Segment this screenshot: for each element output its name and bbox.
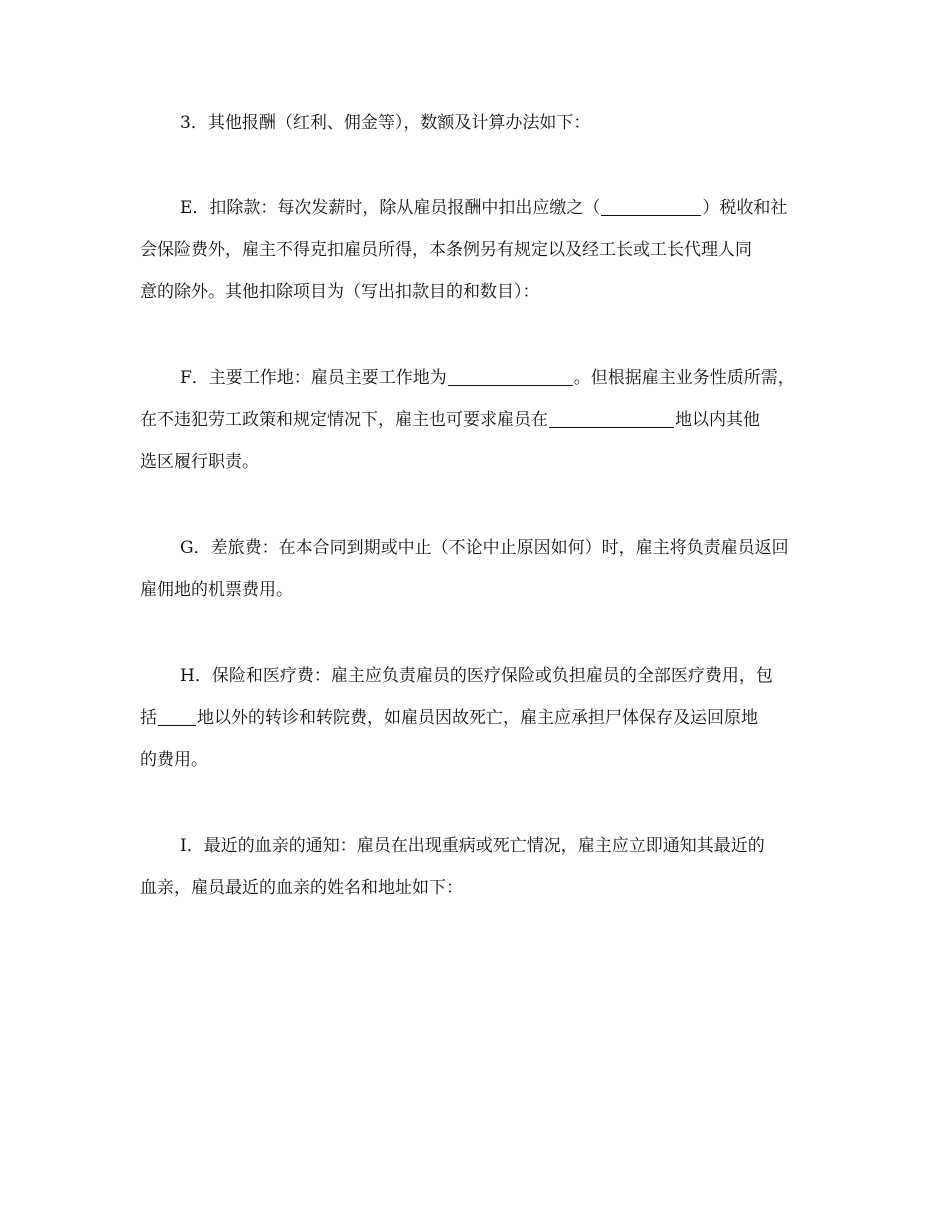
clause-g-line-2: 雇佣地的机票费用。 <box>140 580 293 600</box>
clause-g-travel-expenses <box>140 527 820 611</box>
clause-f-line-1-end: 。但根据雇主业务性质所需， <box>573 368 795 388</box>
clause-h-line-2 <box>140 697 820 739</box>
clause-f-line-1 <box>140 357 820 399</box>
clause-e-line-1 <box>140 187 820 229</box>
tax-blank-field <box>601 195 701 216</box>
clause-3-other-remuneration <box>140 102 820 144</box>
clause-h-insurance-medical <box>140 655 820 781</box>
clause-h-line-3: 的费用。 <box>140 750 208 770</box>
clause-i-line-2: 血亲，雇员最近的血亲的姓名和地址如下： <box>140 878 463 898</box>
clause-f-line-2-end: 地以内其他 <box>675 410 760 430</box>
clause-f-line-1-start: F．主要工作地：雇员主要工作地为 <box>180 368 447 388</box>
clause-e-line-2: 会保险费外，雇主不得克扣雇员所得，本条例另有规定以及经工长或工长代理人同 <box>140 240 752 260</box>
clause-g-line-1: G．差旅费：在本合同到期或中止（不论中止原因如何）时，雇主将负责雇员返回 <box>180 538 789 558</box>
clause-f-line-2 <box>140 399 820 441</box>
clause-i-line-1: I．最近的血亲的通知：雇员在出现重病或死亡情况，雇主应立即通知其最近的 <box>180 836 765 856</box>
clause-3-line-1: 3．其他报酬（红利、佣金等），数额及计算办法如下： <box>180 113 591 133</box>
clause-f-main-workplace <box>140 357 820 483</box>
location-blank-field <box>158 705 196 726</box>
clause-e-line-3: 意的除外。其他扣除项目为（写出扣款目的和数目）： <box>140 282 540 302</box>
clause-h-line-2-end: 地以外的转诊和转院费，如雇员因故死亡，雇主应承担尸体保存及运回原地 <box>197 708 758 728</box>
workplace-blank-field <box>448 365 573 386</box>
clause-i-next-of-kin-notice <box>140 825 820 909</box>
region-blank-field <box>549 407 674 428</box>
clause-h-line-2-start: 括 <box>140 708 157 728</box>
clause-e-line-1-end: ）税收和社 <box>702 198 788 218</box>
clause-f-line-3: 选区履行职责。 <box>140 452 259 472</box>
clause-h-line-1: H．保险和医疗费：雇主应负责雇员的医疗保险或负担雇员的全部医疗费用，包 <box>180 666 773 686</box>
clause-e-deductions <box>140 187 820 313</box>
clause-e-line-1-start: E．扣除款：每次发薪时，除从雇员报酬中扣出应缴之（ <box>180 198 601 218</box>
clause-f-line-2-start: 在不违犯劳工政策和规定情况下，雇主也可要求雇员在 <box>140 410 548 430</box>
